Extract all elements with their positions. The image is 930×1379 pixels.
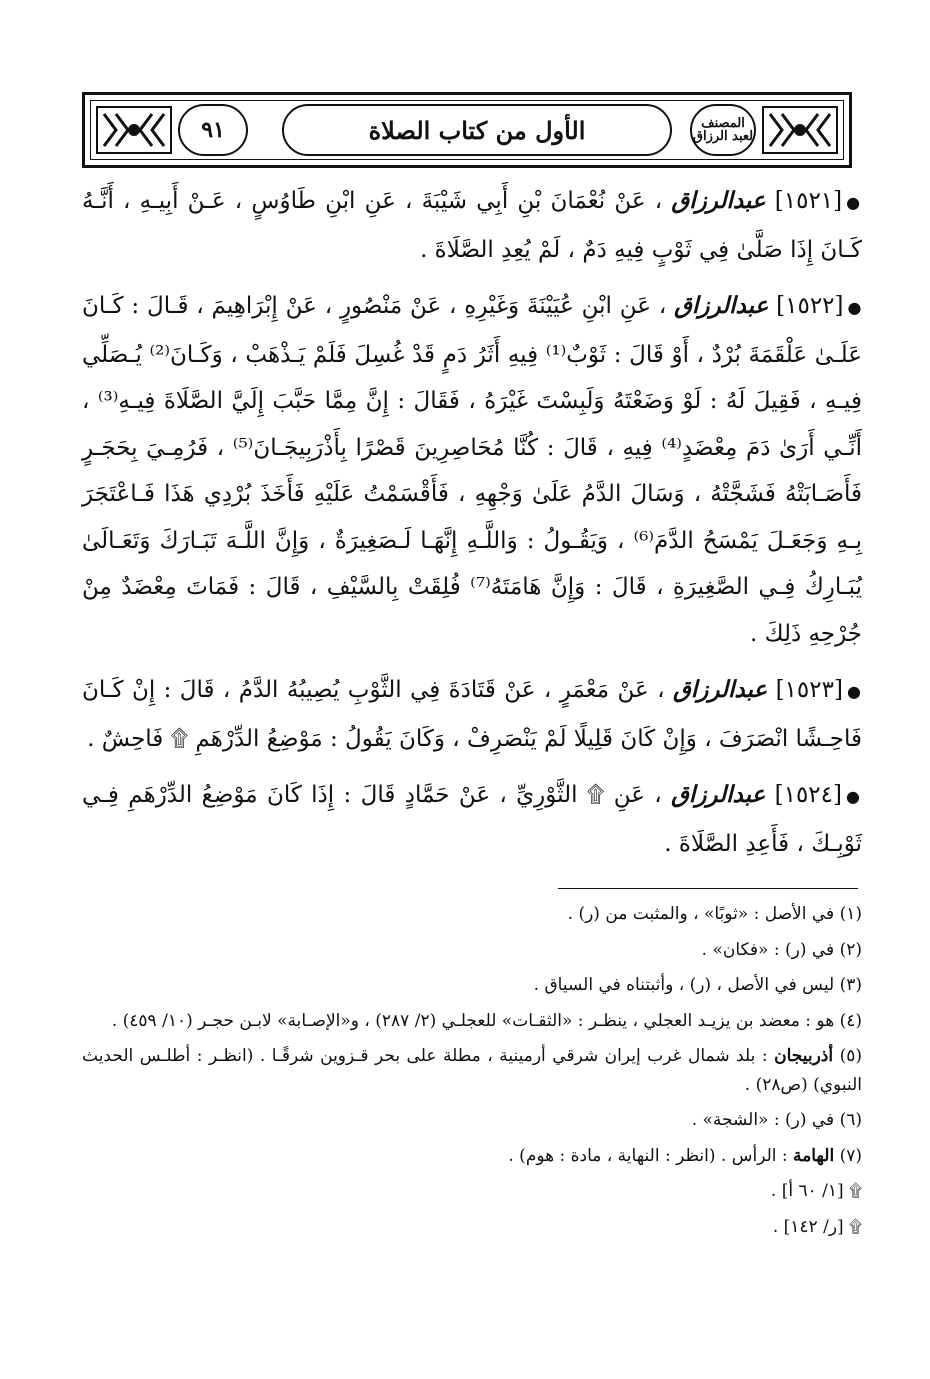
footnote-item <box>82 936 862 965</box>
footnotes <box>82 900 862 1248</box>
hadith-narrator: عبدالرزاق <box>672 676 768 703</box>
book-author: لعبد الرزاق <box>692 129 754 144</box>
running-title-cartouche <box>282 104 672 156</box>
hadith-number: [١٥٢٣] <box>775 677 843 703</box>
page-number: ٩١ <box>201 117 225 143</box>
footnote-text: : الرأس . (انظر : النهاية ، مادة : هوم) . <box>508 1145 788 1166</box>
bullet-icon: ● <box>847 298 863 317</box>
footnote-marker: (٧) <box>839 1145 862 1166</box>
hadith-entry <box>82 283 862 657</box>
running-title: الأول من كتاب الصلاة <box>368 115 586 145</box>
footnote-text: هو : معضد بن يزيـد العجلي ، ينظـر : «الثقـات» للعجلـي (٢/ ٢٨٧) ، و«الإصـابة» لابـن حجـر (١٠/ ٤٥٩) . <box>111 1010 835 1031</box>
hadith-entry <box>82 178 862 273</box>
footnote-marker: ۩ <box>849 1216 862 1237</box>
main-text <box>82 178 862 877</box>
hadith-narrator: عبدالرزاق <box>671 781 766 808</box>
hadith-number: [١٥٢٢] <box>776 293 844 319</box>
footnote-item <box>82 971 862 1000</box>
footnote-item <box>82 1007 862 1036</box>
bullet-icon: ● <box>846 787 863 806</box>
footnote-marker: (٥) <box>839 1046 863 1066</box>
footnote-item <box>82 900 862 929</box>
hadith-text: ، عَنْ مَعْمَرٍ ، عَنْ قَتَادَةَ فِي الثَّوْبِ يُصِيبُهُ الدَّمُ ، قَالَ : إِنْ كَـانَ فَاحِـشًا انْصَرَفَ ، وَإِنْ كَانَ قَلِيلًا لَمْ يَنْصَرِفْ ، وَكَانَ يَقُولُ : مَوْضِعُ الدِّرْهَمِ ۩ فَاحِشٌ . <box>82 677 862 752</box>
footnote-text: في (ر) : «الشجة» . <box>691 1110 835 1130</box>
hadith-number: [١٥٢١] <box>774 188 843 214</box>
footnote-text: [١/ ٦٠ أ] . <box>770 1181 844 1201</box>
page-number-cartouche <box>178 104 248 156</box>
footnote-item <box>82 1106 862 1135</box>
page-header <box>82 92 852 168</box>
footnote-item <box>82 1213 862 1242</box>
hadith-text: ، عَنْ نُعْمَانَ بْنِ أَبِي شَيْبَةَ ، عَنِ ابْنِ طَاوُسٍ ، عَـنْ أَبِيـهِ ، أَنَّـهُ كَـانَ إِذَا صَلَّىٰ فِي ثَوْبٍ فِيهِ دَمٌ ، لَمْ يُعِدِ الصَّلَاةَ . <box>82 188 862 263</box>
footnote-marker: (٦) <box>839 1110 862 1130</box>
book-name: المصنف <box>701 116 745 131</box>
footnote-text: : بلد شمال غرب إيران شرقي أرمينية ، مطلة على بحر قـزوين شرقًـا . (انظـر : أطلـس الحديث النبوي) (ص٢٨) . <box>82 1046 862 1095</box>
bullet-icon: ● <box>846 682 863 701</box>
hadith-entry <box>82 667 862 762</box>
footnote-text: في الأصل : «ثوبًا» ، والمثبت من (ر) . <box>567 904 835 924</box>
ornament-right-icon <box>762 106 838 154</box>
footnote-marker: (٤) <box>839 1010 862 1031</box>
footnote-marker: ۩ <box>849 1181 862 1201</box>
hadith-number: [١٥٢٤] <box>774 782 842 808</box>
footnote-item <box>82 1042 862 1099</box>
book-name-cartouche <box>690 104 756 156</box>
footnote-lead: أذربيجان <box>774 1046 834 1066</box>
hadith-text: ، عَنِ ۩ الثَّوْرِيِّ ، عَنْ حَمَّادٍ قَالَ : إِذَا كَانَ مَوْضِعُ الدِّرْهَمِ فِـي ثَوْبِـكَ ، فَأَعِدِ الصَّلَاةَ . <box>82 782 862 857</box>
footnote-marker: (١) <box>839 904 862 924</box>
footnote-text: ليس في الأصل ، (ر) ، وأثبتناه في السياق . <box>533 975 835 995</box>
footnote-divider <box>558 888 858 889</box>
hadith-narrator: عبدالرزاق <box>674 292 769 319</box>
footnote-marker: (٣) <box>839 975 862 995</box>
hadith-entry <box>82 772 862 867</box>
footnote-item <box>82 1142 862 1171</box>
footnote-text: في (ر) : «فكان» . <box>701 939 835 960</box>
footnote-marker: (٢) <box>839 939 862 960</box>
ornament-left-icon <box>96 106 172 154</box>
footnote-lead: الهامة <box>793 1145 835 1166</box>
hadith-narrator: عبدالرزاق <box>671 187 766 214</box>
footnote-item <box>82 1177 862 1206</box>
footnote-text: [ر/ ١٤٢] . <box>772 1216 844 1237</box>
hadith-text: ، عَنِ ابْنِ عُيَيْنَةَ وَغَيْرِهِ ، عَنْ مَنْصُورٍ ، عَنْ إِبْرَاهِيمَ ، قَـالَ : كَـانَ عَلَـىٰ عَلْقَمَةَ بُرْدٌ ، أَوْ قَالَ : ثَوْبٌ⁽¹⁾ فِيهِ أَثَرُ دَمٍ قَدْ غُسِلَ فَلَمْ يَـذْهَبْ ، وَكَـانَ⁽²⁾ يُـصَلِّي فِيـهِ ، فَقِيلَ لَهُ : لَوْ وَضَعْتَهُ وَلَبِسْتَ غَيْرَهُ ، فَقَالَ : إِنَّ مِمَّا حَبَّبَ إِلَيَّ الصَّلَاةَ فِيـهِ⁽³⁾ ، أَنِّـي أَرَىٰ دَمَ مِعْضَدٍ⁽⁴⁾ فِيهِ ، قَالَ : كُنَّا مُحَاصِرِينَ قَصْرًا بِأَذْرَبِيجَـانَ⁽⁵⁾ ، فَرُمِـيَ بِحَجَـرٍ فَأَصَـابَتْهُ فَشَجَّتْهُ ، وَسَالَ الدَّمُ عَلَىٰ وَجْهِهِ ، فَأَقْسَمْتُ عَلَيْهِ فَأَخَذَ بُرْدِي هَذَا فَـاعْتَجَرَ بِـهِ وَجَعَـلَ يَمْسَحُ الدَّمَ⁽⁶⁾ ، وَيَقُـولُ : وَاللَّـهِ إِنَّهَـا لَـصَغِيرَةٌ ، وَإِنَّ اللَّـهَ تَبَـارَكَ وَتَعَـالَىٰ يُبَـارِكُ فِـي الصَّغِيرَةِ ، قَالَ : وَإِنَّ هَامَتَهُ⁽⁷⁾ فُلِقَتْ بِالسَّيْفِ ، قَالَ : فَمَاتَ مِعْضَدٌ مِنْ جُرْحِهِ ذَلِكَ . <box>82 293 862 647</box>
bullet-icon: ● <box>846 193 862 212</box>
